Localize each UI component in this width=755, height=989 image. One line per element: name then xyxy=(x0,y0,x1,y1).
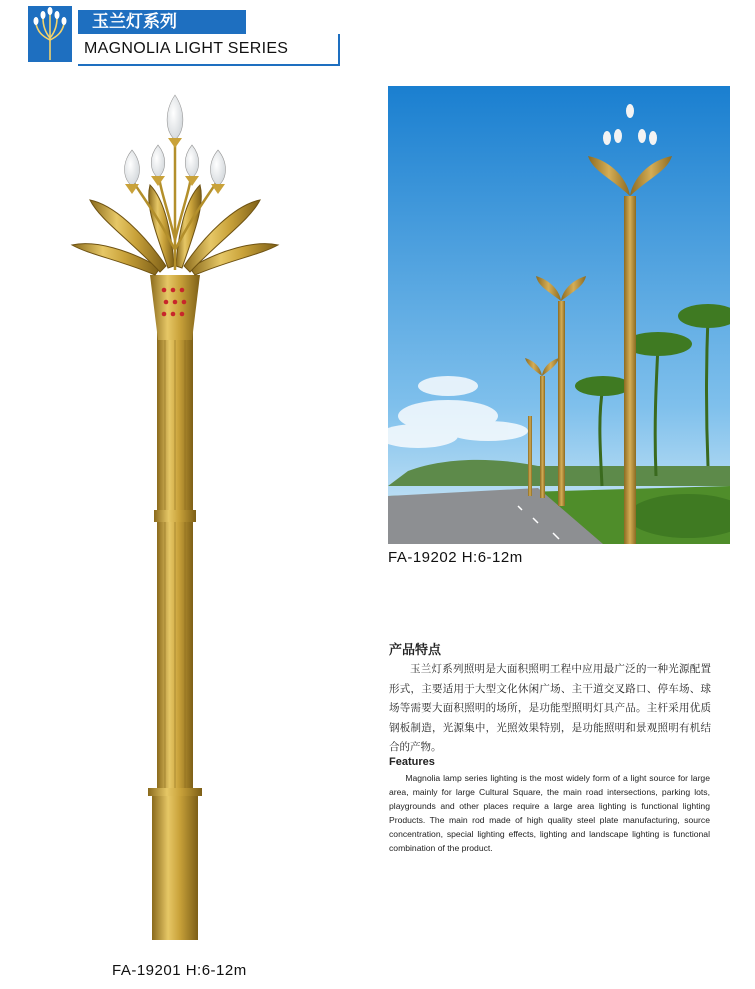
features-title-en: Features xyxy=(389,756,435,768)
features-title-cn: 产品特点 xyxy=(389,643,442,658)
street-lamps-photo xyxy=(388,86,730,544)
product-caption-fa19202: FA-19202 H:6-12m xyxy=(388,549,523,566)
features-body-cn: 玉兰灯系列照明是大面积照明工程中应用最广泛的一种光源配置形式，主要适用于大型文化休闲广场、主干道交叉路口、停车场、球场等需要大面积照明的场所，是功能型照明灯具产品。主杆采用优质钢板制造，光源集中，光照效果特别，是功能照明和景观照明有机结合的产物。 xyxy=(389,663,711,753)
title-underline xyxy=(78,64,340,66)
title-divider-vertical xyxy=(338,34,340,66)
series-title-cn: 玉兰灯系列 xyxy=(78,10,246,34)
series-title-en: MAGNOLIA LIGHT SERIES xyxy=(84,40,289,57)
magnolia-lamp-fa19201-image xyxy=(60,90,290,950)
features-body-en: Magnolia lamp series lighting is the most widely form of a light source for large area, mainly for large Cultural Square, the main road intersections, parking lots, playgrounds and other places require a large area lighting is functional lighting Products. The main rod made of high quality steel plate manufacturing, source concentration, special lighting effects, lighting and landscape lighting is functional combination of the product. xyxy=(389,773,710,853)
magnolia-lamp-logo-icon xyxy=(28,6,72,62)
page-header xyxy=(28,6,318,62)
product-caption-fa19201: FA-19201 H:6-12m xyxy=(112,962,247,979)
